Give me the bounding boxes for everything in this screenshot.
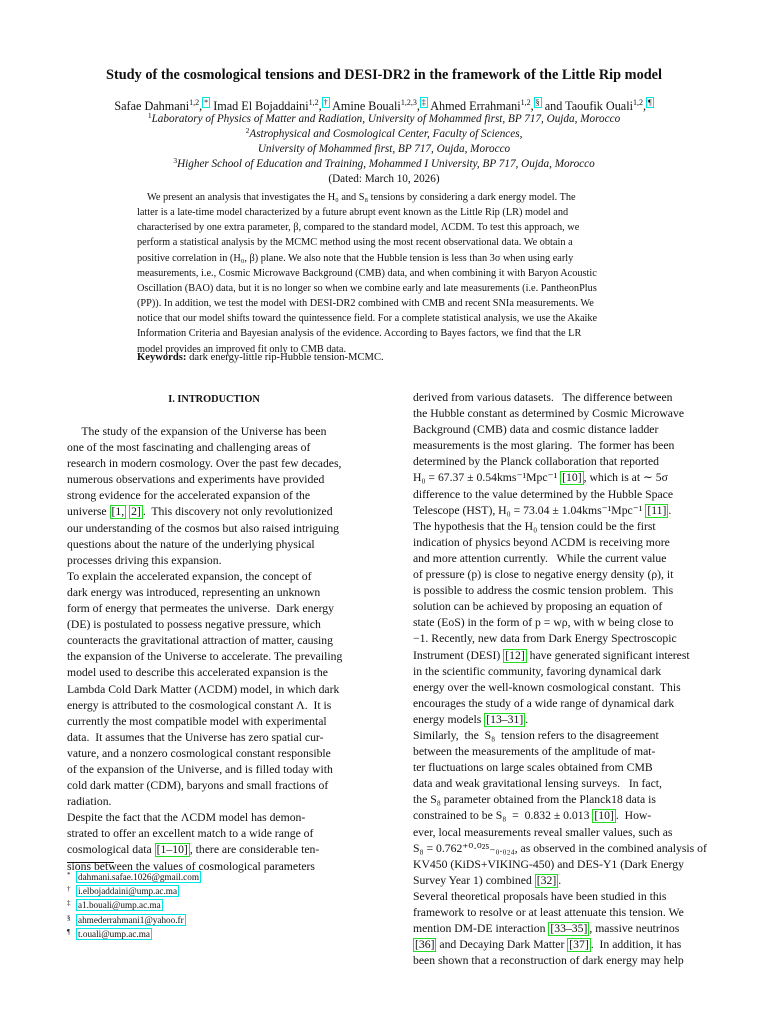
affiliation-text: Astrophysical and Cosmological Center, Faculty of Sciences,: [249, 128, 523, 140]
text-run: , massive neutrinos: [589, 922, 680, 936]
text-run: vature, and a nonzero cosmological constant responsible: [67, 746, 331, 760]
text-run: strated to offer an excellent match to a wide range of: [67, 827, 314, 841]
text-run: our understanding of the cosmos but also raised intriguing: [67, 521, 340, 535]
citation-link[interactable]: [12]: [505, 648, 525, 662]
text-run: sions between the values of cosmological parameters: [67, 859, 315, 873]
text-run: framework to resolve or at least attenuate this tension. We: [413, 906, 684, 919]
text-line: [67, 424, 361, 440]
text-run: research in modern cosmology. Over the past few decades,: [67, 457, 342, 471]
text-line: [413, 390, 707, 406]
text-run: measurements is the most glaring. The former has been: [413, 439, 675, 453]
text-line: [413, 712, 707, 728]
text-line: [67, 504, 361, 520]
text-line: [413, 905, 707, 921]
text-run: ever, local measurements reveal smaller values, such as: [413, 825, 673, 839]
citation-link[interactable]: [36]: [415, 938, 435, 952]
text-line: [413, 728, 707, 744]
author-footnote-link[interactable]: ‡: [421, 98, 426, 107]
text-line: [413, 583, 707, 599]
keywords-label: Keywords:: [137, 352, 187, 363]
text-run: state (EoS) in the form of p = wρ, with w being close to: [413, 616, 674, 630]
abstract-line: perform a statistical analysis by the MCMC method using the most recent observational data. We obtain a: [137, 237, 573, 249]
text-run: data and weak gravitational lensing surveys. In fact,: [413, 777, 662, 791]
text-line: [67, 472, 361, 488]
text-run: The study of the expansion of the Universe has been: [67, 425, 327, 438]
text-run: constrained to be S₈ = 0.832 ± 0.013: [413, 809, 593, 823]
text-line: [413, 857, 707, 873]
author-4: Ahmed Errahmani$^{1,2}$, §: [430, 98, 540, 113]
paper-title: Study of the cosmological tensions and DESI-DR2 in the framework of the Little Rip model: [106, 67, 662, 83]
citation-link[interactable]: [32]: [536, 873, 557, 887]
keywords-text: dark energy-little rip-Hubble tension-MCMC.: [189, 352, 384, 363]
text-run: data. It assumes that the Universe has zero spatial cur-: [67, 730, 324, 744]
author-name: Safae Dahmani: [114, 99, 190, 113]
text-line: [413, 921, 707, 937]
text-run: model used to describe this accelerated expansion is the: [67, 666, 328, 680]
text-run: derived from various datasets. The difference between: [413, 391, 673, 404]
citation-link[interactable]: [13–31]: [486, 712, 524, 726]
citation-link[interactable]: 2]: [131, 505, 141, 519]
text-run: (DE) is postulated to possess negative pressure, which: [67, 618, 321, 632]
text-line: [413, 599, 707, 615]
abstract-line: notice that our model shifts toward the quintessence field. For a complete statistical analysis, we use the Akaike: [137, 313, 598, 325]
text-run: energy over the well-known cosmological constant. This: [413, 680, 681, 694]
text-line: [67, 698, 361, 714]
abstract-line: model provides an improved fit only to CMB data.: [137, 343, 347, 355]
text-run: ter fluctuations on large scales obtained from CMB: [413, 761, 653, 775]
text-run: cosmological data: [67, 843, 155, 857]
citation-link[interactable]: [37]: [569, 938, 589, 952]
text-line: [413, 792, 707, 808]
text-line: [413, 470, 707, 486]
citation-link[interactable]: [10]: [594, 809, 614, 823]
text-line: [413, 648, 707, 664]
text-line: [413, 631, 707, 647]
text-line: [67, 521, 361, 537]
text-line: [413, 776, 707, 792]
text-line: [67, 569, 361, 585]
text-line: [413, 422, 707, 438]
text-run: difference to the value determined by the Hubble Space: [413, 487, 674, 501]
text-line: [67, 537, 361, 553]
text-line: [413, 744, 707, 760]
text-run: processes driving this expansion.: [67, 553, 222, 567]
text-run: .: [525, 712, 529, 726]
text-line: [413, 438, 707, 454]
text-run: Telescope (HST), H₀ = 73.04 ± 1.04kms⁻¹Mpc⁻¹: [413, 503, 646, 517]
text-line: [413, 535, 707, 551]
text-line: [67, 826, 361, 842]
text-line: [67, 553, 361, 569]
text-run: between the measurements of the amplitude of mat-: [413, 745, 656, 759]
text-run: in the scientific community, favoring dynamical dark: [413, 664, 662, 678]
text-run: The hypothesis that the H₀ tension could be the first: [413, 519, 656, 533]
text-run: form of energy that permeates the universe. Dark energy: [67, 602, 334, 616]
abstract-line: characterised by one extra parameter, β, compared to the standard model, ΛCDM. To test this approach, we: [137, 222, 580, 234]
text-run: radiation.: [67, 795, 112, 809]
text-line: [413, 454, 707, 470]
text-run: , which is at ∼ 5σ: [583, 471, 668, 485]
dated-line: (Dated: March 10, 2026): [328, 173, 440, 185]
text-run: energy models: [413, 712, 485, 726]
citation-link[interactable]: [10]: [562, 471, 582, 485]
email-link[interactable]: a1.bouali@ump.ac.ma: [78, 900, 161, 911]
author-name: Taoufik Ouali: [565, 99, 633, 113]
text-run: Instrument (DESI): [413, 648, 504, 662]
text-run: the Hubble constant as determined by Cosmic Microwave: [413, 407, 685, 421]
text-line: [67, 456, 361, 472]
text-run: and more attention currently. While the current value: [413, 551, 667, 565]
citation-link[interactable]: [33–35]: [550, 922, 588, 936]
text-line: [413, 841, 707, 857]
author-2: Imad El Bojaddaini$^{1,2}$, †: [213, 98, 328, 113]
body-column-left: [67, 424, 361, 875]
text-line: [413, 953, 707, 969]
section-heading-introduction: I. INTRODUCTION: [168, 394, 260, 405]
text-line: [67, 617, 361, 633]
email-link[interactable]: t.ouali@ump.ac.ma: [78, 928, 150, 939]
text-line: [413, 873, 707, 889]
text-run: encourages the study of a wide range of dynamical dark: [413, 696, 675, 710]
text-run: have generated significant interest: [526, 648, 690, 662]
text-run: Background (CMB) data and cosmic distance ladder: [413, 423, 659, 437]
text-run: determined by the Planck collaboration that reported: [413, 455, 660, 469]
body-column-right: [413, 390, 707, 969]
text-line: [413, 519, 707, 535]
abstract-line: latter is a late-time model characterized by a future abrupt event known as the Little Rip (LR) model and: [137, 207, 569, 219]
footnote-item: § ahmederrahmani1@yahoo.fr: [67, 913, 184, 925]
text-run: universe: [67, 505, 110, 519]
text-run: the S₈ parameter obtained from the Planck18 data is: [413, 793, 656, 807]
text-line: [67, 714, 361, 730]
text-line: [413, 696, 707, 712]
email-link[interactable]: i.elbojaddaini@ump.ac.ma: [78, 886, 178, 897]
text-run: To explain the accelerated expansion, the concept of: [67, 569, 312, 583]
author-1: Safae Dahmani$^{1,2}$, *: [114, 98, 209, 113]
affiliation-text: Higher School of Education and Training, Mohammed I University, BP 717, Oujda, Morocco: [177, 158, 595, 170]
text-line: [413, 889, 707, 905]
author-list: Safae Dahmani$^{1,2}$, * Imad El Bojaddaini$^{1,2}$, † Amine Bouali$^{1,2,3}$, ‡ Ahmed Errahmani$^{1,2}$, § and Taoufik Ouali$^{1,2}$, ¶: [114, 98, 652, 113]
text-line: [413, 680, 707, 696]
author-name: Imad El Bojaddaini: [213, 99, 309, 113]
text-run: KV450 (KiDS+VIKING-450) and DES-Y1 (Dark Energy: [413, 857, 684, 871]
text-run: questions about the nature of the underlying physical: [67, 537, 315, 551]
abstract-line: measurements, i.e., Cosmic Microwave Background (CMB) data, and when combining it with Baryon Acoustic: [137, 267, 597, 279]
text-line: [67, 810, 361, 826]
text-line: [67, 665, 361, 681]
author-name: Amine Bouali: [332, 99, 401, 113]
author-footnote-link[interactable]: ¶: [648, 98, 652, 107]
text-run: one of the most fascinating and challenging areas of: [67, 441, 311, 455]
text-run: indication of physics beyond ΛCDM is receiving more: [413, 535, 670, 549]
text-line: [413, 503, 707, 519]
text-run: dark energy was introduced, representing an unknown: [67, 585, 321, 599]
text-run: . In addition, it has: [590, 938, 682, 952]
text-run: of the expansion of the Universe, and is filled today with: [67, 762, 333, 776]
text-line: [413, 760, 707, 776]
affiliation-1: $^1$Laboratory of Physics of Matter and Radiation, University of Mohammed first, BP 717, Oujda, Morocco: [147, 111, 621, 125]
affiliation-2-cont: University of Mohammed first, BP 717, Oujda, Morocco: [257, 143, 511, 155]
text-line: [67, 778, 361, 794]
text-line: [67, 633, 361, 649]
abstract-line: Information Criteria and Bayesian analysis of the evidence. According to Bayes factors, we find that the LR: [137, 328, 582, 340]
text-run: currently the most compatible model with experimental: [67, 714, 327, 728]
text-run: H₀ = 67.37 ± 0.54kms⁻¹Mpc⁻¹: [413, 471, 561, 485]
text-run: .: [668, 503, 672, 517]
footnote-item: † i.elbojaddaini@ump.ac.ma: [67, 885, 178, 897]
text-run: . How-: [615, 809, 652, 823]
footnote-item: ‡ a1.bouali@ump.ac.ma: [67, 899, 161, 911]
text-run: Lambda Cold Dark Matter (ΛCDM) model, in which dark: [67, 682, 340, 696]
text-line: [67, 440, 361, 456]
abstract-line: Oscillation (BAO) data, but it is no longer so when we combine early and late measurements (i.e. PantheonPlus: [137, 282, 597, 294]
text-run: and Decaying Dark Matter: [436, 938, 568, 952]
text-run: strong evidence for the accelerated expansion of the: [67, 489, 311, 503]
text-line: [413, 825, 707, 841]
text-line: [67, 649, 361, 665]
text-line: [67, 842, 361, 858]
citation-link[interactable]: [1,: [111, 505, 125, 519]
abstract-line: (PP)). In addition, we test the model with DESI-DR2 combined with CMB and recent SNIa measurements. We: [137, 298, 594, 310]
abstract-line: positive correlation in (H₀, β) plane. We also note that the Hubble tension is less than 3σ when using early: [137, 252, 574, 264]
affiliations: [40, 112, 728, 187]
text-run: been shown that a reconstruction of dark energy may help: [413, 954, 684, 968]
author-affil-sup: 1,2: [520, 98, 531, 107]
text-run: Similarly, the S₈ tension refers to the disagreement: [413, 728, 659, 742]
text-run: , there are considerable ten-: [189, 843, 320, 857]
author-3: Amine Bouali$^{1,2,3}$, ‡: [332, 98, 426, 113]
text-line: [67, 601, 361, 617]
text-line: [67, 746, 361, 762]
citation-link[interactable]: [11]: [647, 503, 667, 517]
author-5: Taoufik Ouali$^{1,2}$, ¶: [565, 98, 652, 113]
text-run: is possible to address the cosmic tension problem. This: [413, 584, 674, 598]
author-affil-sup: 1,2: [189, 98, 200, 107]
keywords: [137, 351, 632, 365]
text-run: solution can be achieved by proposing an equation of: [413, 600, 663, 614]
author-footnote-link[interactable]: †: [323, 98, 328, 107]
text-run: energy is attributed to the cosmological constant Λ. It is: [67, 698, 332, 712]
text-line: [67, 585, 361, 601]
text-run: . This discovery not only revolutionized: [142, 505, 333, 519]
affiliation-3: $^3$Higher School of Education and Training, Mohammed I University, BP 717, Oujda, Morocco: [173, 156, 595, 170]
text-run: of pressure (p) is close to negative energy density (ρ), it: [413, 568, 674, 582]
text-line: [67, 682, 361, 698]
text-run: .: [558, 873, 562, 887]
text-line: [413, 551, 707, 567]
abstract: [137, 190, 632, 357]
footnote-item: * dahmani.safae.1026@gmail.com: [67, 871, 199, 882]
author-name: Ahmed Errahmani: [430, 99, 521, 113]
footnote-rule: [67, 862, 114, 863]
abstract-line: We present an analysis that investigates the H₀ and S₈ tensions by considering a dark energy model. The: [147, 192, 576, 203]
text-line: [67, 730, 361, 746]
text-line: [67, 488, 361, 504]
text-run: Several theoretical proposals have been studied in this: [413, 889, 667, 903]
text-run: S₈ = 0.762⁺⁰·⁰²⁵₋₀.₀₂₄, as observed in the combined analysis of: [413, 841, 707, 855]
citation-link[interactable]: [1–10]: [156, 843, 188, 857]
affiliation-text: Laboratory of Physics of Matter and Radiation, University of Mohammed first, BP 717, Oujda, Morocco: [151, 113, 621, 125]
text-line: [67, 794, 361, 810]
text-run: the expansion of the Universe to accelerate. The prevailing: [67, 650, 343, 664]
text-line: [67, 762, 361, 778]
text-line: [413, 937, 707, 953]
text-line: [413, 615, 707, 631]
email-link[interactable]: ahmederrahmani1@yahoo.fr: [78, 914, 184, 925]
text-line: [413, 808, 707, 824]
text-run: cold dark matter (CDM), baryons and small fractions of: [67, 779, 329, 793]
affiliation-2: $^2$Astrophysical and Cosmological Center, Faculty of Sciences,: [245, 126, 523, 140]
text-line: [413, 487, 707, 503]
text-run: Despite the fact that the ΛCDM model has demon-: [67, 811, 306, 825]
text-line: [413, 406, 707, 422]
text-run: numerous observations and experiments have provided: [67, 473, 325, 487]
text-line: [413, 567, 707, 583]
author-footnote-link[interactable]: §: [535, 98, 540, 107]
text-run: −1. Recently, new data from Dark Energy Spectroscopic: [413, 632, 677, 646]
email-link[interactable]: dahmani.safae.1026@gmail.com: [78, 872, 199, 882]
author-footnote-link[interactable]: *: [204, 98, 209, 107]
footnotes: [67, 870, 201, 941]
footnote-item: ¶ t.ouali@ump.ac.ma: [67, 927, 150, 939]
text-run: Survey Year 1) combined: [413, 873, 535, 887]
author-affil-sup: 1,2: [308, 98, 319, 107]
author-affil-sup: 1,2,3: [400, 98, 417, 107]
text-run: counteracts the gravitational attraction of matter, causing: [67, 634, 333, 648]
text-run: mention DM-DE interaction: [413, 922, 549, 936]
text-line: [413, 664, 707, 680]
author-affil-sup: 1,2: [632, 98, 643, 107]
